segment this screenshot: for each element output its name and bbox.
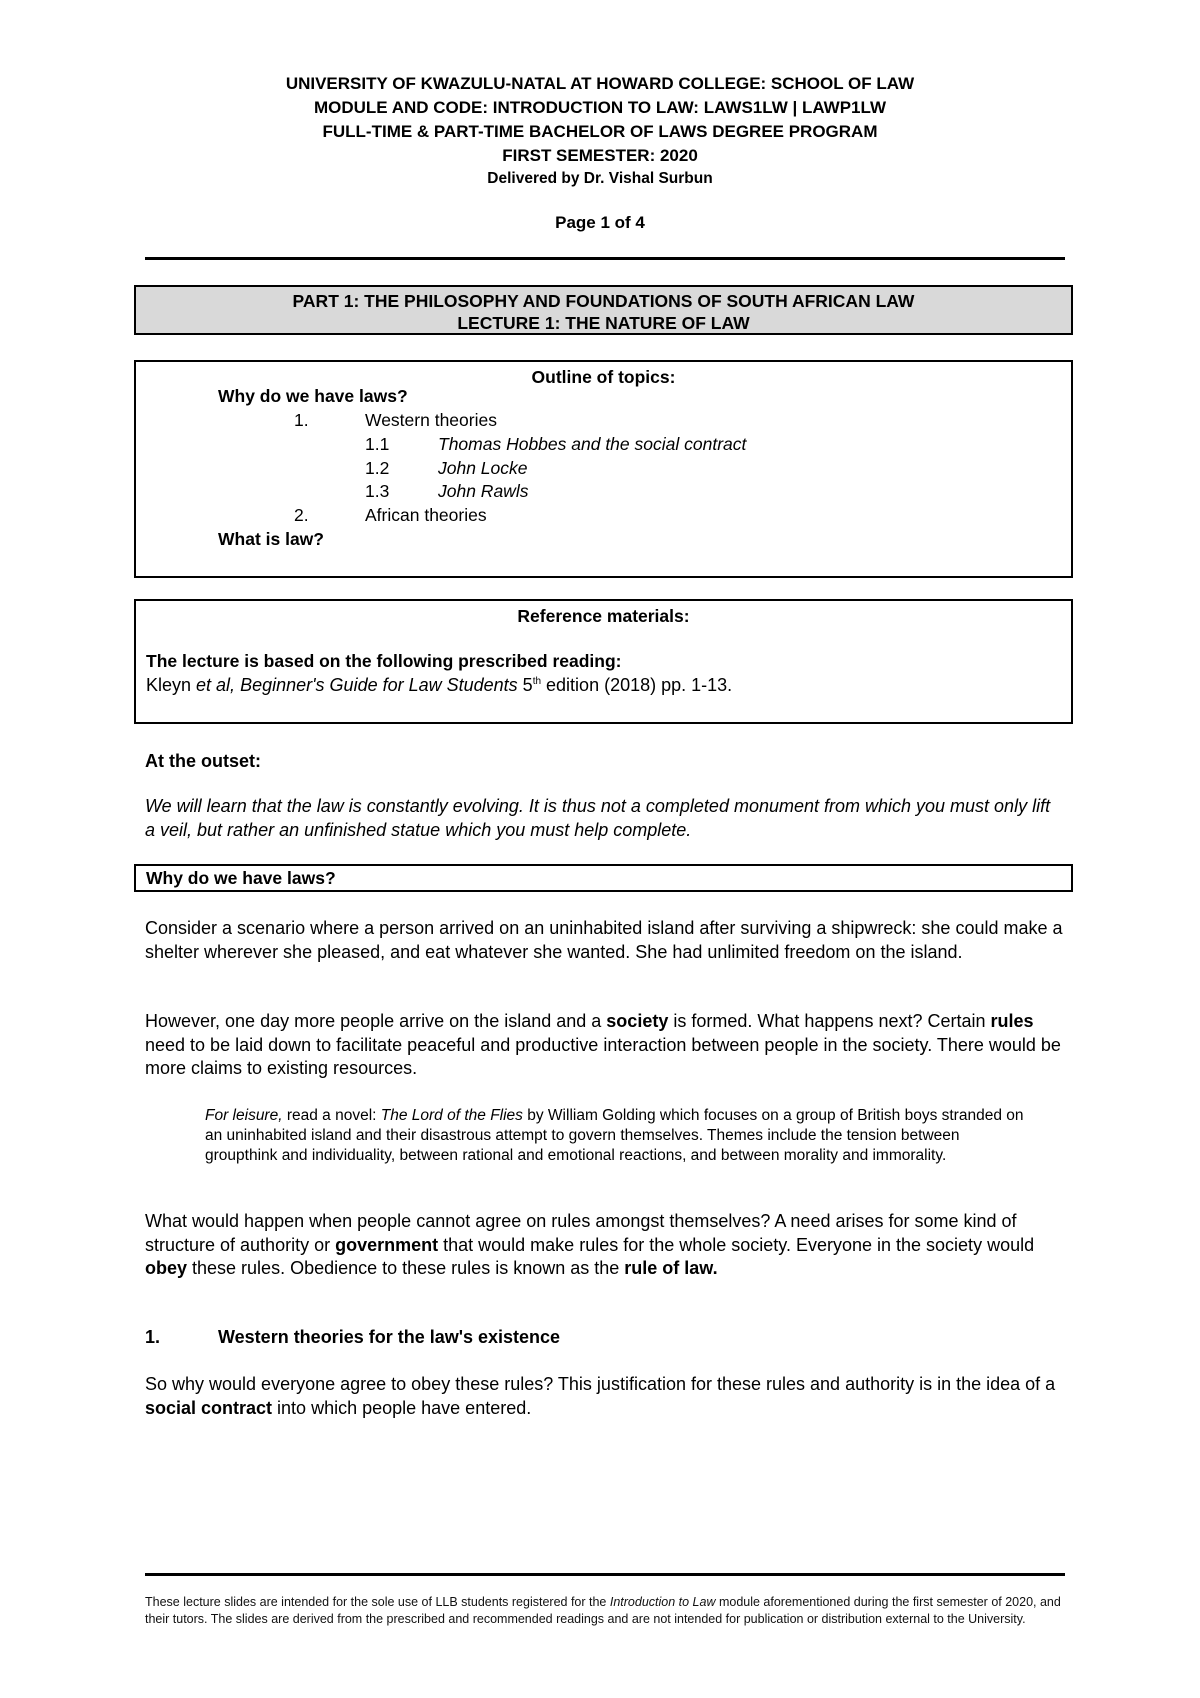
section-number: 1. bbox=[145, 1327, 161, 1347]
reference-citation: Kleyn et al, Beginner's Guide for Law Students 5th edition (2018) pp. 1-13. bbox=[146, 675, 733, 695]
outline-item-african: African theories bbox=[365, 505, 487, 525]
outline-question-why: Why do we have laws? bbox=[218, 386, 408, 406]
outline-item-locke: John Locke bbox=[438, 458, 528, 478]
outline-question-what: What is law? bbox=[218, 529, 324, 549]
outline-item-hobbes: Thomas Hobbes and the social contract bbox=[438, 434, 747, 454]
paragraph-society: However, one day more people arrive on the island and a society is formed. What happens next? Certain rules need to be laid down to facilitate peaceful and productive interaction between people in the society. There would be more claims to existing resources. bbox=[145, 1011, 1061, 1078]
reference-lead: The lecture is based on the following prescribed reading: bbox=[146, 651, 622, 671]
outline-item-num: 1.2 bbox=[365, 458, 390, 478]
outline-item-num: 1. bbox=[294, 410, 309, 430]
module-code: MODULE AND CODE: INTRODUCTION TO LAW: LAWS1LW | LAWP1LW bbox=[313, 98, 887, 117]
outset-heading: At the outset: bbox=[145, 751, 261, 771]
reference-title: Reference materials: bbox=[517, 606, 690, 626]
semester: FIRST SEMESTER: 2020 bbox=[502, 146, 698, 165]
outline-item-western: Western theories bbox=[365, 410, 497, 430]
paragraph-scenario: Consider a scenario where a person arrived on an uninhabited island after surviving a shipwreck: she could make a shelter wherever she pleased, and eat whatever she wanted. She had unlimited freedom on the island. bbox=[145, 918, 1063, 962]
leisure-note: For leisure, read a novel: The Lord of the Flies by William Golding which focuses on a group of British boys stranded on an uninhabited island and their disastrous attempt to govern themselves. Themes include the tension between groupthink and individuality, between rational and emotional reactions, and between morality and immorality. bbox=[205, 1107, 1024, 1164]
section-heading-why: Why do we have laws? bbox=[134, 864, 1073, 892]
outset-text: We will learn that the law is constantly evolving. It is thus not a completed monument from which you must only lift a veil, but rather an unfinished statue which you must help complete. bbox=[145, 796, 1051, 840]
footer-disclaimer: These lecture slides are intended for the sole use of LLB students registered for the Introduction to Law module aforementioned during the first semester of 2020, and their tutors. The slides are derived from the prescribed and recommended readings and are not intended for publication or distribution external to the University. bbox=[145, 1595, 1061, 1626]
paragraph-government: What would happen when people cannot agree on rules amongst themselves? A need arises for some kind of structure of authority or government that would make rules for the whole society. Everyone in the society would obey these rules. Obedience to these rules is known as the rule of law. bbox=[145, 1211, 1035, 1278]
outline-title: Outline of topics: bbox=[531, 367, 676, 387]
outline-item-num: 1.3 bbox=[365, 481, 390, 501]
paragraph-social-contract: So why would everyone agree to obey these rules? This justification for these rules and authority is in the idea of a social contract into which people have entered. bbox=[145, 1374, 1056, 1418]
lecturer-credit: Delivered by Dr. Vishal Surbun bbox=[487, 170, 713, 187]
degree-program: FULL-TIME & PART-TIME BACHELOR OF LAWS DEGREE PROGRAM bbox=[322, 122, 878, 141]
header-divider bbox=[145, 257, 1065, 260]
part-title-box bbox=[134, 285, 1073, 335]
part-title: PART 1: THE PHILOSOPHY AND FOUNDATIONS OF SOUTH AFRICAN LAW bbox=[292, 291, 915, 311]
page-number: Page 1 of 4 bbox=[555, 213, 645, 232]
section-heading-western: Western theories for the law's existence bbox=[218, 1327, 561, 1347]
university-title: UNIVERSITY OF KWAZULU-NATAL AT HOWARD COLLEGE: SCHOOL OF LAW bbox=[285, 74, 915, 93]
lecture-title: LECTURE 1: THE NATURE OF LAW bbox=[457, 313, 750, 333]
footer-divider bbox=[145, 1573, 1065, 1576]
outline-item-rawls: John Rawls bbox=[438, 481, 529, 501]
outline-item-num: 2. bbox=[294, 505, 309, 525]
outline-item-num: 1.1 bbox=[365, 434, 390, 454]
